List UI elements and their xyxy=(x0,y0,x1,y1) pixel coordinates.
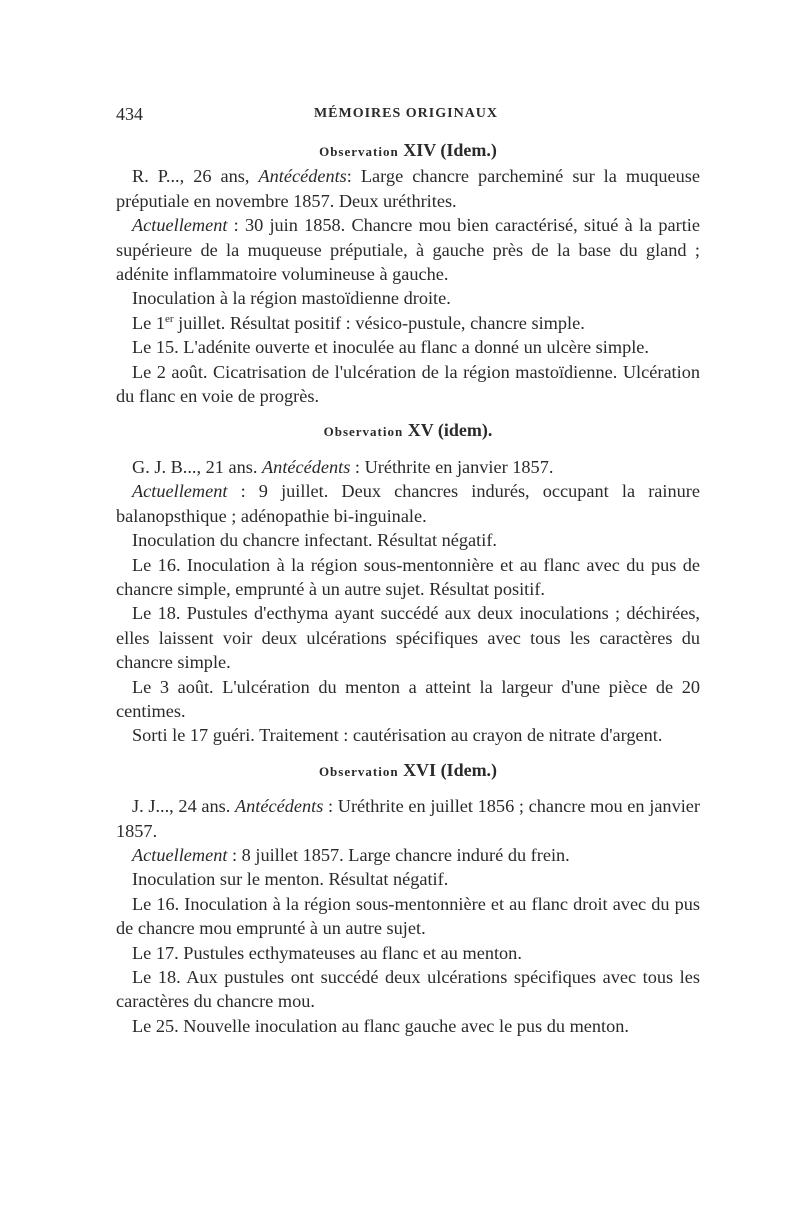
obs15-paragraph: G. J. B..., 21 ans. Antécédents : Uréthrite en janvier 1857. xyxy=(132,456,554,477)
obs16-paragraph: Le 16. Inoculation à la région sous-mentonnière et au flanc droit avec du pus de chancre mou emprunté à un autre sujet. xyxy=(116,893,700,939)
observation-15-title: Observation XV (idem). xyxy=(323,420,493,441)
obs16-paragraph: Le 18. Aux pustules ont succédé deux ulcérations spécifiques avec tous les caractères du chancre mou. xyxy=(116,967,700,1012)
observation-16-title: Observation XVI (Idem.) xyxy=(318,759,498,780)
obs16-paragraph: Actuellement : 8 juillet 1857. Large chancre induré du frein. xyxy=(132,844,570,865)
running-title: MÉMOIRES ORIGINAUX xyxy=(313,106,499,121)
obs16-paragraph: Inoculation sur le menton. Résultat négatif. xyxy=(132,869,449,890)
antecedents-label: Antécédents xyxy=(235,796,324,817)
obs14-paragraph: Inoculation à la région mastoïdienne droite. xyxy=(132,288,451,309)
obs15-paragraph: Le 18. Pustules d'ecthyma ayant succédé aux deux inoculations ; déchirées, elles laissent voir deux ulcérations spécifiques avec tous les caractères du chancre simple. xyxy=(116,603,700,673)
obs15-paragraph: Le 3 août. L'ulcération du menton a atteint la largeur d'une pièce de 20 centimes. xyxy=(116,676,700,721)
obs16-paragraph: Le 25. Nouvelle inoculation au flanc gauche avec le pus du menton. xyxy=(132,1015,629,1036)
obs15-paragraph: Inoculation du chancre infectant. Résultat négatif. xyxy=(132,530,497,551)
obs15-paragraph: Sorti le 17 guéri. Traitement : cautérisation au crayon de nitrate d'argent. xyxy=(132,725,663,746)
antecedents-label: Antécédents xyxy=(262,456,351,477)
obs15-paragraph: Actuellement : 9 juillet. Deux chancres indurés, occupant la rainure balanopsthique ; adénopathie bi-inguinale. xyxy=(116,481,700,526)
running-head xyxy=(116,104,696,128)
obs14-paragraph: Le 1er juillet. Résultat positif : vésico-pustule, chancre simple. xyxy=(132,312,585,333)
obs15-paragraph: Le 16. Inoculation à la région sous-mentonnière et au flanc avec du pus de chancre simple, emprunté à un autre sujet. Résultat positif. xyxy=(116,554,700,599)
obs16-paragraph: J. J..., 24 ans. Antécédents : Uréthrite en juillet 1856 ; chancre mou en janvier 1857. xyxy=(116,796,700,841)
page-number: 434 xyxy=(116,104,143,124)
antecedents-label: Antécédents xyxy=(258,166,347,187)
actuellement-label: Actuellement xyxy=(132,844,228,865)
page-body xyxy=(116,138,700,1038)
observation-14-title: Observation XIV (Idem.) xyxy=(319,140,497,160)
obs14-paragraph: Actuellement : 30 juin 1858. Chancre mou bien caractérisé, situé à la partie supérieure de la muqueuse préputiale, à gauche près de la base du gland ; adénite inflammatoire volumineuse à gauche. xyxy=(116,215,700,285)
obs14-paragraph: R. P..., 26 ans, Antécédents: Large chancre parcheminé sur la muqueuse préputiale en novembre 1857. Deux uréthrites. xyxy=(116,166,701,211)
obs16-paragraph: Le 17. Pustules ecthymateuses au flanc et au menton. xyxy=(132,942,522,963)
obs14-paragraph: Le 2 août. Cicatrisation de l'ulcération de la région mastoïdienne. Ulcération du flanc en voie de progrès. xyxy=(116,361,700,407)
actuellement-label: Actuellement xyxy=(132,215,228,236)
actuellement-label: Actuellement xyxy=(132,481,228,502)
obs14-paragraph: Le 15. L'adénite ouverte et inoculée au flanc a donné un ulcère simple. xyxy=(132,337,649,358)
